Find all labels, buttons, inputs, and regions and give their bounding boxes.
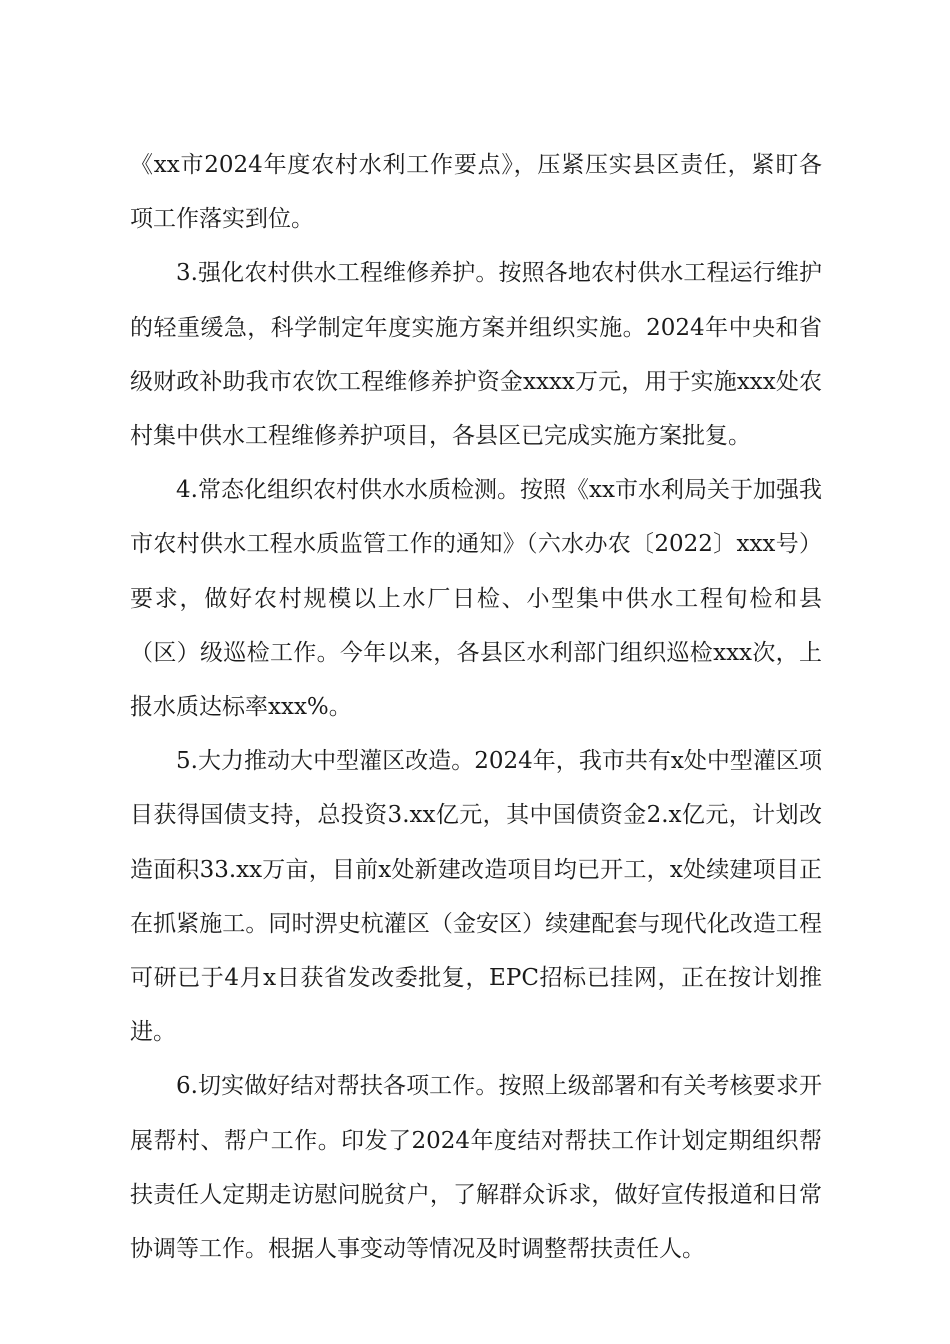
body-text <box>130 138 822 1276</box>
paragraph-irrigation-renovation: 5.大力推动大中型灌区改造。2024年，我市共有x处中型灌区项目获得国债支持，总投资3.xx亿元，其中国债资金2.x亿元，计划改造面积33.xx万亩，目前x处新建改造项目均已开工，x处续建项目正在抓紧施工。同时淠史杭灌区（金安区）续建配套与现代化改造工程可研已于4月x日获省发改委批复，EPC招标已挂网，正在按计划推进。 <box>130 748 822 1046</box>
paragraph-paired-assistance: 6.切实做好结对帮扶各项工作。按照上级部署和有关考核要求开展帮村、帮户工作。印发了2024年度结对帮扶工作计划定期组织帮扶责任人定期走访慰问脱贫户，了解群众诉求，做好宣传报道和日常协调等工作。根据人事变动等情况及时调整帮扶责任人。 <box>130 1073 822 1263</box>
paragraph-water-quality-testing: 4.常态化组织农村供水水质检测。按照《xx市水利局关于加强我市农村供水工程水质监管工作的通知》（六水办农〔2022〕xxx号）要求，做好农村规模以上水厂日检、小型集中供水工程旬检和县（区）级巡检工作。今年以来，各县区水利部门组织巡检xxx次，上报水质达标率xxx%。 <box>130 477 822 721</box>
paragraph-continuation: 《xx市2024年度农村水利工作要点》，压紧压实县区责任，紧盯各项工作落实到位。 <box>130 152 822 233</box>
paragraph-water-supply-maintenance: 3.强化农村供水工程维修养护。按照各地农村供水工程运行维护的轻重缓急，科学制定年度实施方案并组织实施。2024年中央和省级财政补助我市农饮工程维修养护资金xxxx万元，用于实施xxx处农村集中供水工程维修养护项目，各县区已完成实施方案批复。 <box>130 260 822 450</box>
